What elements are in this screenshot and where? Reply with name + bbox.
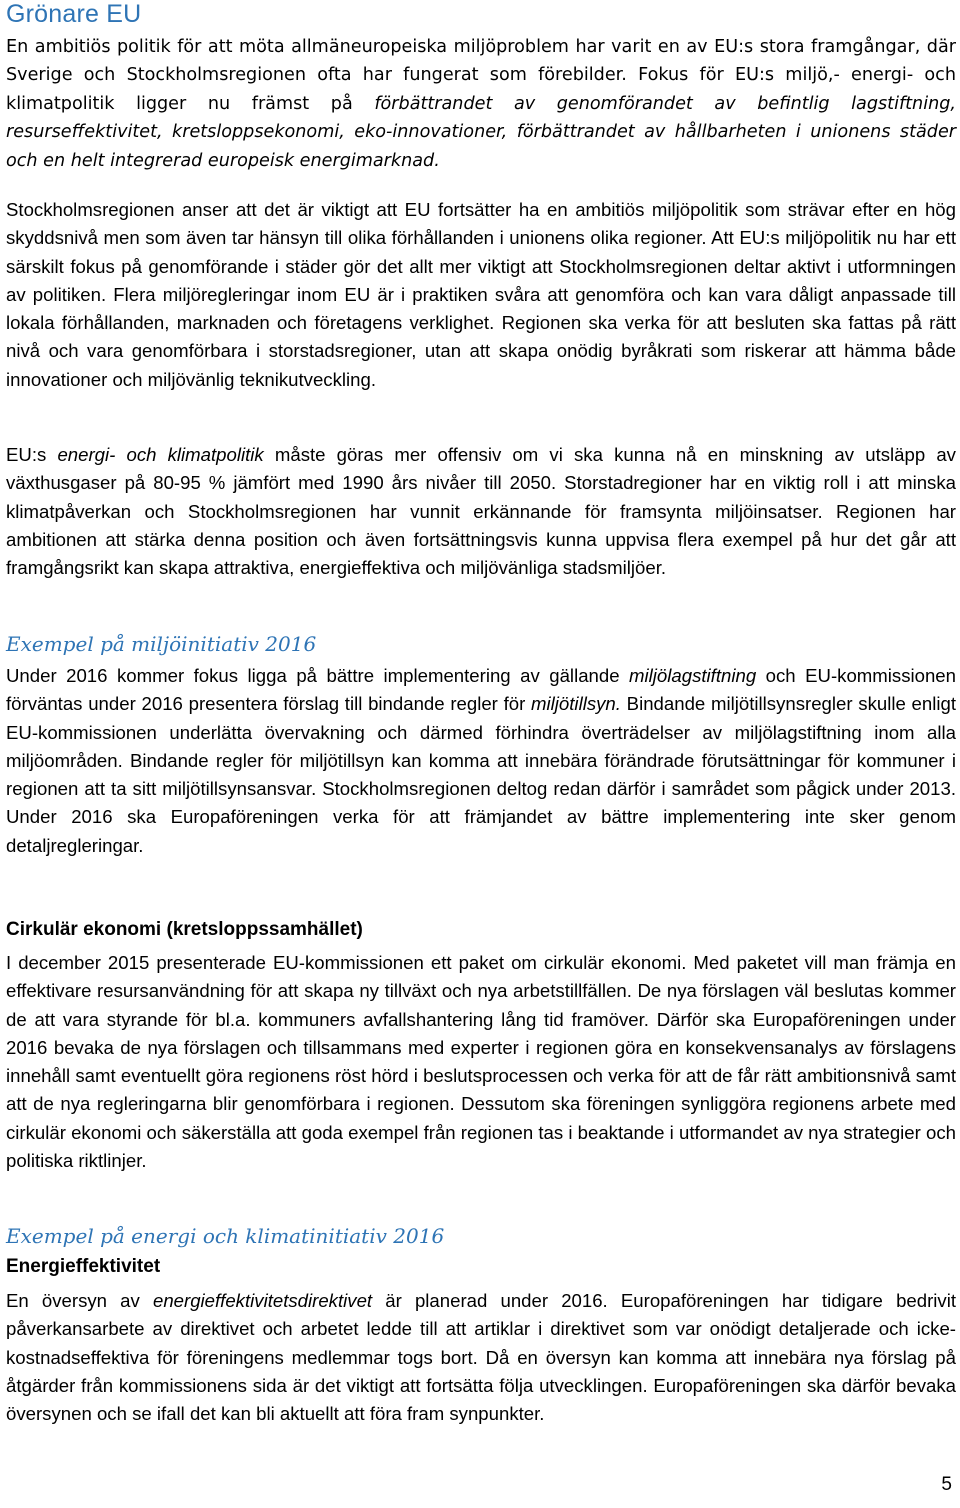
climate-text-c: måste göras mer offensiv om vi ska kunna nå en minskning av utsläpp av växthusgaser på 80-95 % jämfört med 1990 års nivåer till 2050. Storstadregioner har en viktig roll i att minska klimatpåverkan och Stockholmsregionen har vunnit erkännande för framsynta miljöinsatser. Regionen har ambitionen att stärka denna position och även fortsättningsvis kunna uppvisa flera exempel på hur det går att framgångsrikt kan skapa attraktiva, energieffektiva och miljövänliga stadsmiljöer. bbox=[6, 444, 956, 579]
environment-initiatives-paragraph bbox=[6, 662, 956, 860]
energy-italic-b: energieffektivitetsdirektivet bbox=[152, 1290, 373, 1311]
climate-policy-paragraph bbox=[6, 441, 956, 582]
section-heading-energy-climate-initiatives: Exempel på energi och klimatinitiativ 2016 bbox=[6, 1224, 445, 1248]
stockholm-position-paragraph: Stockholmsregionen anser att det är viktigt att EU fortsätter ha en ambitiös miljöpolitik som strävar efter en hög skyddsnivå men som även tar hänsyn till olika förhållanden i unionens olika regioner. Att EU:s miljöpolitik nu har ett särskilt fokus på genomförande i städer gör det allt mer viktigt att Stockholmsregionen deltar aktivt i utformningen av politiken. Flera miljöregleringar inom EU är i praktiken svåra att genomföra och kan vara dåligt anpassade till lokala förhållanden, marknaden och företagens verklighet. Regionen ska verka för att besluten ska fattas på rätt nivå och vara genomförbara i storstadsregioner, utan att skapa onödig byråkrati som riskerar att hämma både innovationer och miljövänlig teknikutveckling. bbox=[6, 199, 956, 390]
energy-text-c: är planerad under 2016. Europaföreningen har tidigare bedrivit påverkansarbete av direktivet och arbetet ledde till att artiklar i direktivet som var onödigt detaljerade och icke-kostnadseffektiva för föreningens medlemmar togs bort. Då en översyn kan komma att innebära nya förslag på åtgärder från kommissionens sida är det viktigt att fortsätta följa utvecklingen. Europaföreningen ska därför bevaka översynen och se ifall det kan bli aktuellt att föra fram synpunkter. bbox=[6, 1290, 957, 1425]
intro-paragraph bbox=[6, 33, 956, 175]
climate-italic-text: energi- och klimatpolitik bbox=[57, 444, 264, 465]
env-text-e: Bindande miljötillsynsregler skulle enligt EU-kommissionen underlätta övervakning och därmed förhindra överträdelser av miljölagstiftning inom alla miljöområden. Bindande regler för miljötillsyn kan komma att innebära förändrade förutsättningar för kommuner i regionen att ta sitt miljötillsynsansvar. Stockholmsregionen deltog redan därför i samrådet som pågick under 2013. Under 2016 ska Europaföreningen verka för att främjandet av bättre implementering inte sker genom detaljregleringar. bbox=[6, 693, 956, 856]
climate-text-a: EU:s bbox=[6, 444, 58, 465]
energy-efficiency-paragraph bbox=[6, 1287, 956, 1428]
env-italic-d: miljötillsyn. bbox=[531, 693, 621, 715]
section-heading-circular-economy: Cirkulär ekonomi (kretsloppssamhället) bbox=[6, 919, 363, 940]
intro-italic-text: förbättrandet av genomförandet av befintlig lagstiftning, resurseffektivitet, kretsloppsekonomi, eko-innovationer, förbättrandet av hållbarheten i unionens städer och en helt integrerad europeisk energimarknad. bbox=[6, 93, 956, 171]
subheading-energy-efficiency: Energieffektivitet bbox=[6, 1256, 161, 1277]
circular-economy-paragraph: I december 2015 presenterade EU-kommissionen ett paket om cirkulär ekonomi. Med paketet vill man främja en effektivare resursanvändning för att skapa ny tillväxt och nya arbetstillfällen. De nya förslagen väl beslutas kommer de att vara styrande för bl.a. kommuners avfallshantering lång tid framöver. Därför ska Europaföreningen under 2016 bevaka de nya förslagen och tillsammans med experter i regionen göra en konsekvensanalys av förslagens innehåll samt eventuellt göra regionens röst hörd i beslutsprocessen och verka för att de får rätt ambitionsnivå samt att de nya regleringarna blir genomförbara i regionen. Dessutom ska föreningen synliggöra regionens arbete med cirkulär ekonomi och säkerställa att goda exempel från regionen tas i beaktande i utformandet av nya strategier och politiska riktlinjer. bbox=[6, 952, 956, 1172]
env-italic-b: miljölagstiftning bbox=[629, 665, 757, 686]
page-number: 5 bbox=[941, 1474, 952, 1495]
energy-text-a: En översyn av bbox=[6, 1290, 153, 1311]
env-text-a: Under 2016 kommer fokus ligga på bättre implementering av gällande bbox=[6, 665, 630, 686]
intro-text: En ambitiös politik för att möta allmäneuropeiska miljöproblem har varit en av EU:s stora framgångar, där Sverige och Stockholmsregionen ofta har fungerat som förebilder. Fokus för EU:s miljö,- energi- och klimatpolitik ligger nu främst på bbox=[6, 37, 956, 114]
env-text-c: och EU-kommissionen förväntas under 2016 presentera förslag till bindande regler för bbox=[6, 665, 956, 715]
page-title: Grönare EU bbox=[6, 0, 142, 28]
section-heading-environment-initiatives: Exempel på miljöinitiativ 2016 bbox=[6, 632, 317, 656]
